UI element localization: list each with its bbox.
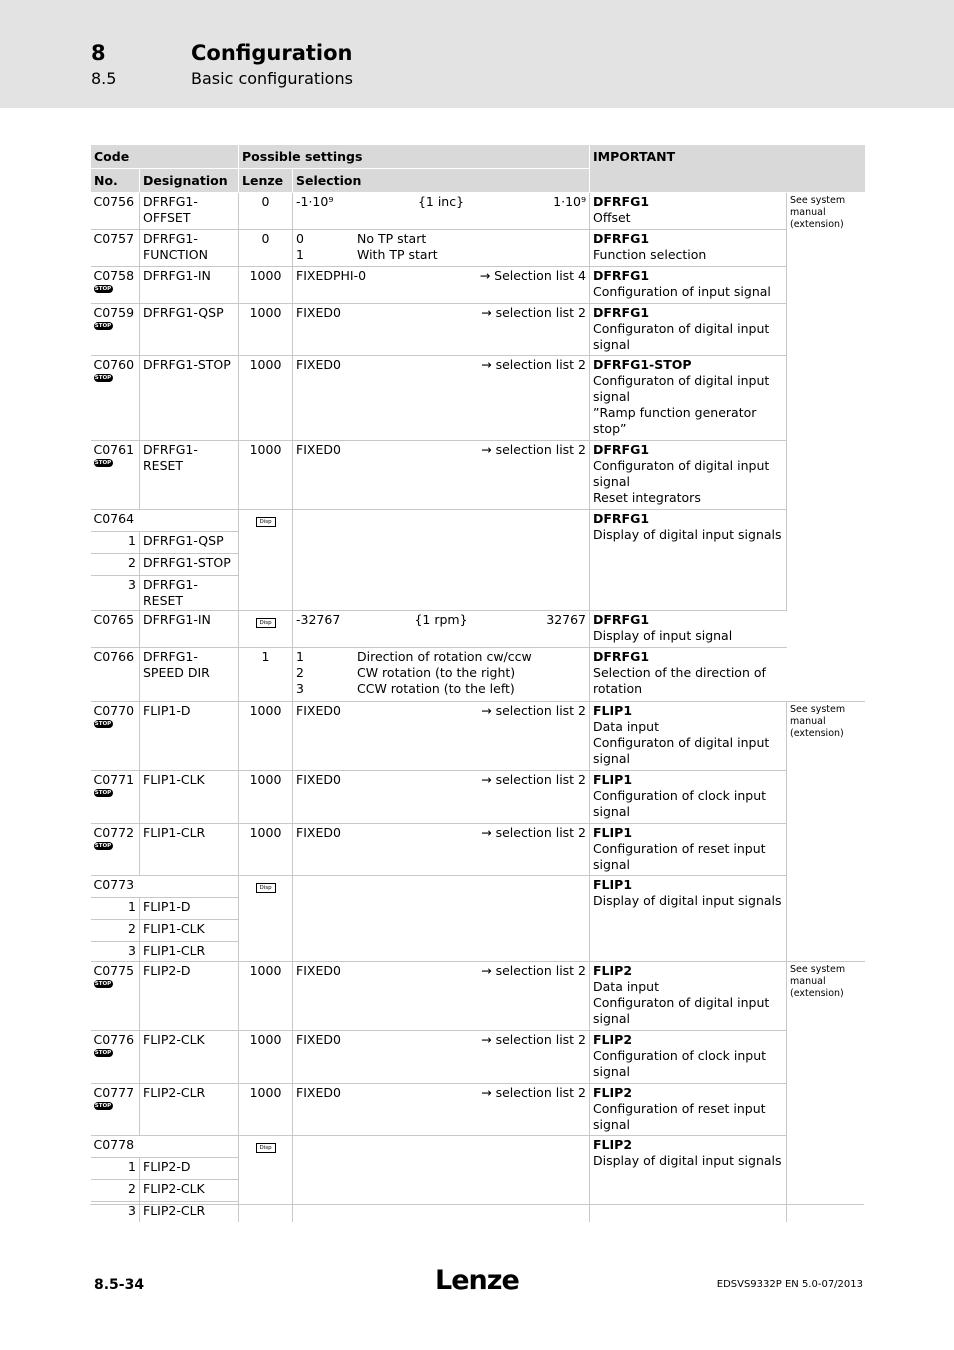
stop-icon: STOP bbox=[94, 843, 112, 849]
sub-number: 1 bbox=[91, 532, 140, 554]
lenze-value bbox=[239, 611, 293, 648]
important: FLIP2 Display of digital input signals bbox=[590, 1136, 787, 1222]
code: C0778 bbox=[91, 1136, 239, 1158]
section-number: 8.5 bbox=[91, 69, 117, 88]
table-row bbox=[91, 356, 865, 441]
configuration-table bbox=[90, 145, 865, 1222]
selection bbox=[293, 193, 590, 230]
sub-number: 2 bbox=[91, 920, 140, 942]
selection: FIXED0 → selection list 2 bbox=[293, 771, 590, 824]
system-manual-note: See system manual (extension) bbox=[787, 702, 865, 962]
page-header bbox=[0, 0, 954, 108]
code: C0772 STOP bbox=[91, 824, 140, 876]
designation: FLIP1-D bbox=[140, 702, 239, 771]
designation: DFRFG1-SPEED DIR bbox=[140, 648, 239, 702]
table-row bbox=[91, 230, 865, 267]
lenze-value: 1000 bbox=[239, 771, 293, 824]
designation: DFRFG1-IN bbox=[140, 611, 239, 648]
important-title: DFRFG1 bbox=[593, 194, 650, 209]
table-row bbox=[91, 1084, 865, 1136]
system-manual-note: See system manual (extension) bbox=[787, 193, 865, 611]
designation: FLIP2-CLR bbox=[140, 1084, 239, 1136]
code: C0759 STOP bbox=[91, 304, 140, 356]
selection: 1 Direction of rotation cw/ccw 2 CW rotation (to the right) 3 CCW rotation (to the left) bbox=[293, 648, 590, 702]
code: C0758 STOP bbox=[91, 267, 140, 304]
sub-number: 3 bbox=[91, 576, 140, 611]
header-note bbox=[787, 145, 865, 193]
table-row bbox=[91, 1031, 865, 1084]
lenze-value: 1000 bbox=[239, 267, 293, 304]
lenze-logo: Lenze bbox=[435, 1265, 519, 1296]
table-bottom-rule bbox=[90, 1204, 864, 1205]
sub-designation: DFRFG1-RESET bbox=[140, 576, 239, 611]
code: C0775 STOP bbox=[91, 962, 140, 1031]
stop-icon: STOP bbox=[94, 790, 112, 796]
code: C0777 STOP bbox=[91, 1084, 140, 1136]
table-row bbox=[91, 648, 865, 702]
sub-number: 1 bbox=[91, 1158, 140, 1180]
code: C0766 bbox=[91, 648, 140, 702]
lenze-value: 1000 bbox=[239, 441, 293, 510]
important: FLIP1 Data input Configuraton of digital input signal bbox=[590, 702, 787, 771]
code: C0761 STOP bbox=[91, 441, 140, 510]
designation: DFRFG1-IN bbox=[140, 267, 239, 304]
header-possible-settings: Possible settings bbox=[239, 145, 590, 169]
table-row bbox=[91, 611, 865, 648]
selection-step: {1 inc} bbox=[417, 194, 465, 209]
lenze-value: 1000 bbox=[239, 824, 293, 876]
chapter-number: 8 bbox=[91, 41, 106, 65]
designation: DFRFG1-OFFSET bbox=[140, 193, 239, 230]
important: DFRFG1 Configuraton of digital input signal bbox=[590, 304, 787, 356]
disp-icon: Disp bbox=[256, 883, 276, 893]
stop-icon: STOP bbox=[94, 1050, 112, 1056]
important bbox=[590, 193, 787, 230]
important: DFRFG1 Selection of the direction of rotation bbox=[590, 648, 787, 702]
sub-number: 1 bbox=[91, 898, 140, 920]
designation: DFRFG1-STOP bbox=[140, 356, 239, 441]
disp-icon: Disp bbox=[256, 618, 276, 628]
designation: FLIP1-CLK bbox=[140, 771, 239, 824]
header-selection: Selection bbox=[293, 169, 590, 193]
lenze-value bbox=[239, 876, 293, 962]
selection: FIXED0 → selection list 2 bbox=[293, 962, 590, 1031]
table-row bbox=[91, 876, 865, 898]
code: C0776 STOP bbox=[91, 1031, 140, 1084]
sub-designation: FLIP2-CLK bbox=[140, 1180, 239, 1202]
chapter-title: Configuration bbox=[191, 41, 353, 65]
section-title: Basic configurations bbox=[191, 69, 353, 88]
important: DFRFG1 Function selection bbox=[590, 230, 787, 267]
important: DFRFG1 Configuraton of digital input signal Reset integrators bbox=[590, 441, 787, 510]
selection: FIXED0 → selection list 2 bbox=[293, 702, 590, 771]
lenze-value bbox=[239, 510, 293, 611]
table-header-row-1 bbox=[91, 145, 865, 169]
header-lenze: Lenze bbox=[239, 169, 293, 193]
header-designation: Designation bbox=[140, 169, 239, 193]
sub-number: 2 bbox=[91, 1180, 140, 1202]
lenze-value: 1 bbox=[239, 648, 293, 702]
important: DFRFG1 Display of digital input signals bbox=[590, 510, 787, 611]
sub-designation: FLIP1-CLR bbox=[140, 942, 239, 962]
important: FLIP1 Configuration of clock input signal bbox=[590, 771, 787, 824]
lenze-value: 1000 bbox=[239, 1031, 293, 1084]
stop-icon: STOP bbox=[94, 323, 112, 329]
table-row bbox=[91, 771, 865, 824]
selection bbox=[293, 876, 590, 962]
selection bbox=[293, 510, 590, 611]
selection: FIXEDPHI-0 → Selection list 4 bbox=[293, 267, 590, 304]
stop-icon: STOP bbox=[94, 1103, 112, 1109]
header-important: IMPORTANT bbox=[590, 145, 787, 193]
selection: FIXED0 → selection list 2 bbox=[293, 824, 590, 876]
important: DFRFG1-STOP Configuraton of digital input signal ”Ramp function generator stop” bbox=[590, 356, 787, 441]
designation: FLIP2-D bbox=[140, 962, 239, 1031]
header-no: No. bbox=[91, 169, 140, 193]
important: DFRFG1 Configuration of input signal bbox=[590, 267, 787, 304]
important-text: Offset bbox=[593, 210, 631, 225]
system-manual-note: See system manual (extension) bbox=[787, 962, 865, 1222]
selection: FIXED0 → selection list 2 bbox=[293, 441, 590, 510]
table-row bbox=[91, 304, 865, 356]
designation: DFRFG1-RESET bbox=[140, 441, 239, 510]
lenze-value: 1000 bbox=[239, 962, 293, 1031]
selection-max: 1·10⁹ bbox=[553, 194, 587, 209]
selection: FIXED0 → selection list 2 bbox=[293, 1084, 590, 1136]
lenze-value: 1000 bbox=[239, 356, 293, 441]
code: C0756 bbox=[91, 193, 140, 230]
table-row bbox=[91, 702, 865, 771]
stop-icon: STOP bbox=[94, 981, 112, 987]
sub-designation: FLIP1-CLK bbox=[140, 920, 239, 942]
sub-designation: FLIP1-D bbox=[140, 898, 239, 920]
stop-icon: STOP bbox=[94, 721, 112, 727]
table-row bbox=[91, 441, 865, 510]
sub-number: 3 bbox=[91, 1202, 140, 1222]
code: C0773 bbox=[91, 876, 239, 898]
code: C0771 STOP bbox=[91, 771, 140, 824]
code: C0770 STOP bbox=[91, 702, 140, 771]
header-code: Code bbox=[91, 145, 239, 169]
sub-designation: DFRFG1-STOP bbox=[140, 554, 239, 576]
page-number: 8.5-34 bbox=[94, 1277, 145, 1293]
table-row bbox=[91, 267, 865, 304]
selection: FIXED0 → selection list 2 bbox=[293, 304, 590, 356]
sub-designation: FLIP2-CLR bbox=[140, 1202, 239, 1222]
important: DFRFG1 Display of input signal bbox=[590, 611, 787, 648]
selection-min: -1·10⁹ bbox=[296, 194, 334, 209]
designation: FLIP1-CLR bbox=[140, 824, 239, 876]
lenze-value: 0 bbox=[239, 193, 293, 230]
sub-number: 3 bbox=[91, 942, 140, 962]
code: C0765 bbox=[91, 611, 140, 648]
selection: 0 No TP start 1 With TP start bbox=[293, 230, 590, 267]
selection bbox=[293, 1136, 590, 1222]
stop-icon: STOP bbox=[94, 375, 112, 381]
lenze-value: 1000 bbox=[239, 304, 293, 356]
stop-icon: STOP bbox=[94, 286, 112, 292]
selection: -32767 {1 rpm} 32767 bbox=[293, 611, 590, 648]
sub-designation: DFRFG1-QSP bbox=[140, 532, 239, 554]
designation: DFRFG1-FUNCTION bbox=[140, 230, 239, 267]
stop-icon: STOP bbox=[94, 460, 112, 466]
selection: FIXED0 → selection list 2 bbox=[293, 356, 590, 441]
document-id: EDSVS9332P EN 5.0-07/2013 bbox=[716, 1279, 863, 1290]
table-row bbox=[91, 1136, 865, 1158]
disp-icon: Disp bbox=[256, 517, 276, 527]
important: FLIP1 Configuration of reset input signal bbox=[590, 824, 787, 876]
code: C0764 bbox=[91, 510, 239, 532]
lenze-value: 1000 bbox=[239, 1084, 293, 1136]
important: FLIP2 Configuration of reset input signal bbox=[590, 1084, 787, 1136]
selection: FIXED0 → selection list 2 bbox=[293, 1031, 590, 1084]
important: FLIP2 Data input Configuraton of digital input signal bbox=[590, 962, 787, 1031]
table-row bbox=[91, 510, 865, 532]
sub-number: 2 bbox=[91, 554, 140, 576]
table-row bbox=[91, 824, 865, 876]
code: C0757 bbox=[91, 230, 140, 267]
important: FLIP2 Configuration of clock input signal bbox=[590, 1031, 787, 1084]
designation: DFRFG1-QSP bbox=[140, 304, 239, 356]
important: FLIP1 Display of digital input signals bbox=[590, 876, 787, 962]
code: C0760 STOP bbox=[91, 356, 140, 441]
designation: FLIP2-CLK bbox=[140, 1031, 239, 1084]
lenze-value: 1000 bbox=[239, 702, 293, 771]
sub-designation: FLIP2-D bbox=[140, 1158, 239, 1180]
lenze-value bbox=[239, 1136, 293, 1222]
table-row bbox=[91, 193, 865, 230]
table-row bbox=[91, 962, 865, 1031]
disp-icon: Disp bbox=[256, 1143, 276, 1153]
lenze-value: 0 bbox=[239, 230, 293, 267]
